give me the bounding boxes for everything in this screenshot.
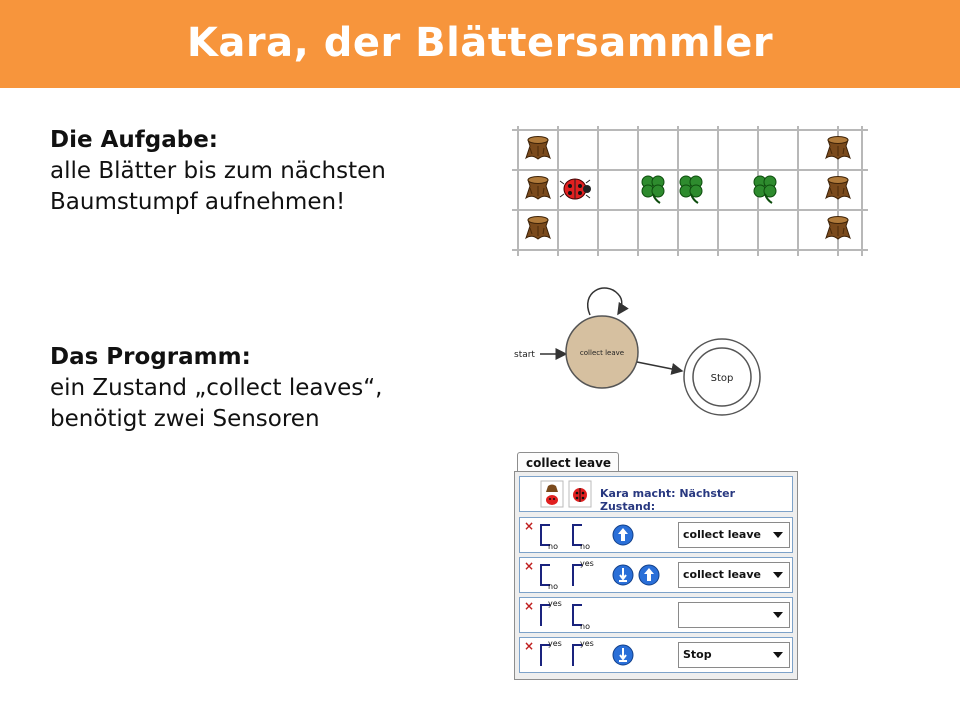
task-heading: Die Aufgabe:	[50, 127, 219, 153]
move-forward-icon[interactable]	[638, 564, 660, 586]
title-banner	[0, 0, 960, 88]
sensor-2-value[interactable]: no	[580, 542, 590, 551]
state-diagram	[510, 282, 770, 432]
clover-leaf-icon	[642, 176, 664, 203]
state-stop-label: Stop	[710, 373, 734, 384]
next-state-select[interactable]	[678, 562, 790, 588]
next-state-select[interactable]	[678, 602, 790, 628]
task-line-2: Baumstumpf aufnehmen!	[50, 189, 346, 215]
next-state-value: collect leave	[683, 528, 761, 541]
move-forward-icon[interactable]	[612, 524, 634, 546]
tree-stump-icon	[526, 217, 550, 240]
transition-to-stop-arrow	[637, 362, 682, 371]
tab-collect-leave[interactable]: collect leave	[517, 452, 619, 472]
program-line-1: ein Zustand „collect leaves“,	[50, 375, 383, 401]
next-state-select[interactable]	[678, 522, 790, 548]
next-state-value: collect leave	[683, 568, 761, 581]
sensor-1-value[interactable]: no	[548, 542, 558, 551]
delete-row-button[interactable]: ×	[524, 639, 535, 653]
transition-table-header	[519, 476, 793, 512]
chevron-down-icon	[773, 572, 783, 578]
delete-row-button[interactable]: ×	[524, 599, 535, 613]
sensor-2-value[interactable]: yes	[580, 639, 594, 648]
sensor-1-value[interactable]: yes	[548, 599, 562, 608]
delete-row-button[interactable]: ×	[524, 559, 535, 573]
header-label: Kara macht: Nächster Zustand:	[600, 487, 736, 513]
clover-leaf-icon	[680, 176, 702, 203]
transition-row	[519, 597, 793, 633]
tree-stump-icon	[826, 217, 850, 240]
tree-stump-icon	[826, 137, 850, 160]
program-line-2: benötigt zwei Sensoren	[50, 406, 320, 432]
chevron-down-icon	[773, 532, 783, 538]
transition-row	[519, 517, 793, 553]
chevron-down-icon	[773, 612, 783, 618]
ladybug-icon	[560, 179, 591, 199]
leaf-sensor-icon[interactable]	[568, 480, 592, 508]
pick-leaf-icon[interactable]	[612, 564, 634, 586]
sensor-1-value[interactable]: no	[548, 582, 558, 591]
tree-stump-icon	[826, 177, 850, 200]
transition-table	[514, 471, 798, 680]
state-collect-leave-label: collect leave	[579, 349, 625, 357]
self-loop-arrow	[588, 288, 622, 315]
tree-front-sensor-icon[interactable]	[540, 480, 564, 508]
sensor-2-value[interactable]: no	[580, 622, 590, 631]
next-state-select[interactable]	[678, 642, 790, 668]
start-label: start	[514, 350, 535, 360]
program-heading: Das Programm:	[50, 344, 251, 370]
program-editor-panel	[514, 452, 798, 680]
sensor-2-value[interactable]: yes	[580, 559, 594, 568]
transition-row	[519, 557, 793, 593]
pick-leaf-icon[interactable]	[612, 644, 634, 666]
page-title: Kara, der Blättersammler	[186, 20, 774, 66]
program-description	[50, 342, 383, 435]
task-description	[50, 125, 386, 218]
delete-row-button[interactable]: ×	[524, 519, 535, 533]
tree-stump-icon	[526, 177, 550, 200]
tree-stump-icon	[526, 137, 550, 160]
transition-row	[519, 637, 793, 673]
task-line-1: alle Blätter bis zum nächsten	[50, 158, 386, 184]
sensor-1-value[interactable]: yes	[548, 639, 562, 648]
kara-world-grid	[512, 126, 868, 256]
chevron-down-icon	[773, 652, 783, 658]
next-state-value: Stop	[683, 648, 712, 661]
